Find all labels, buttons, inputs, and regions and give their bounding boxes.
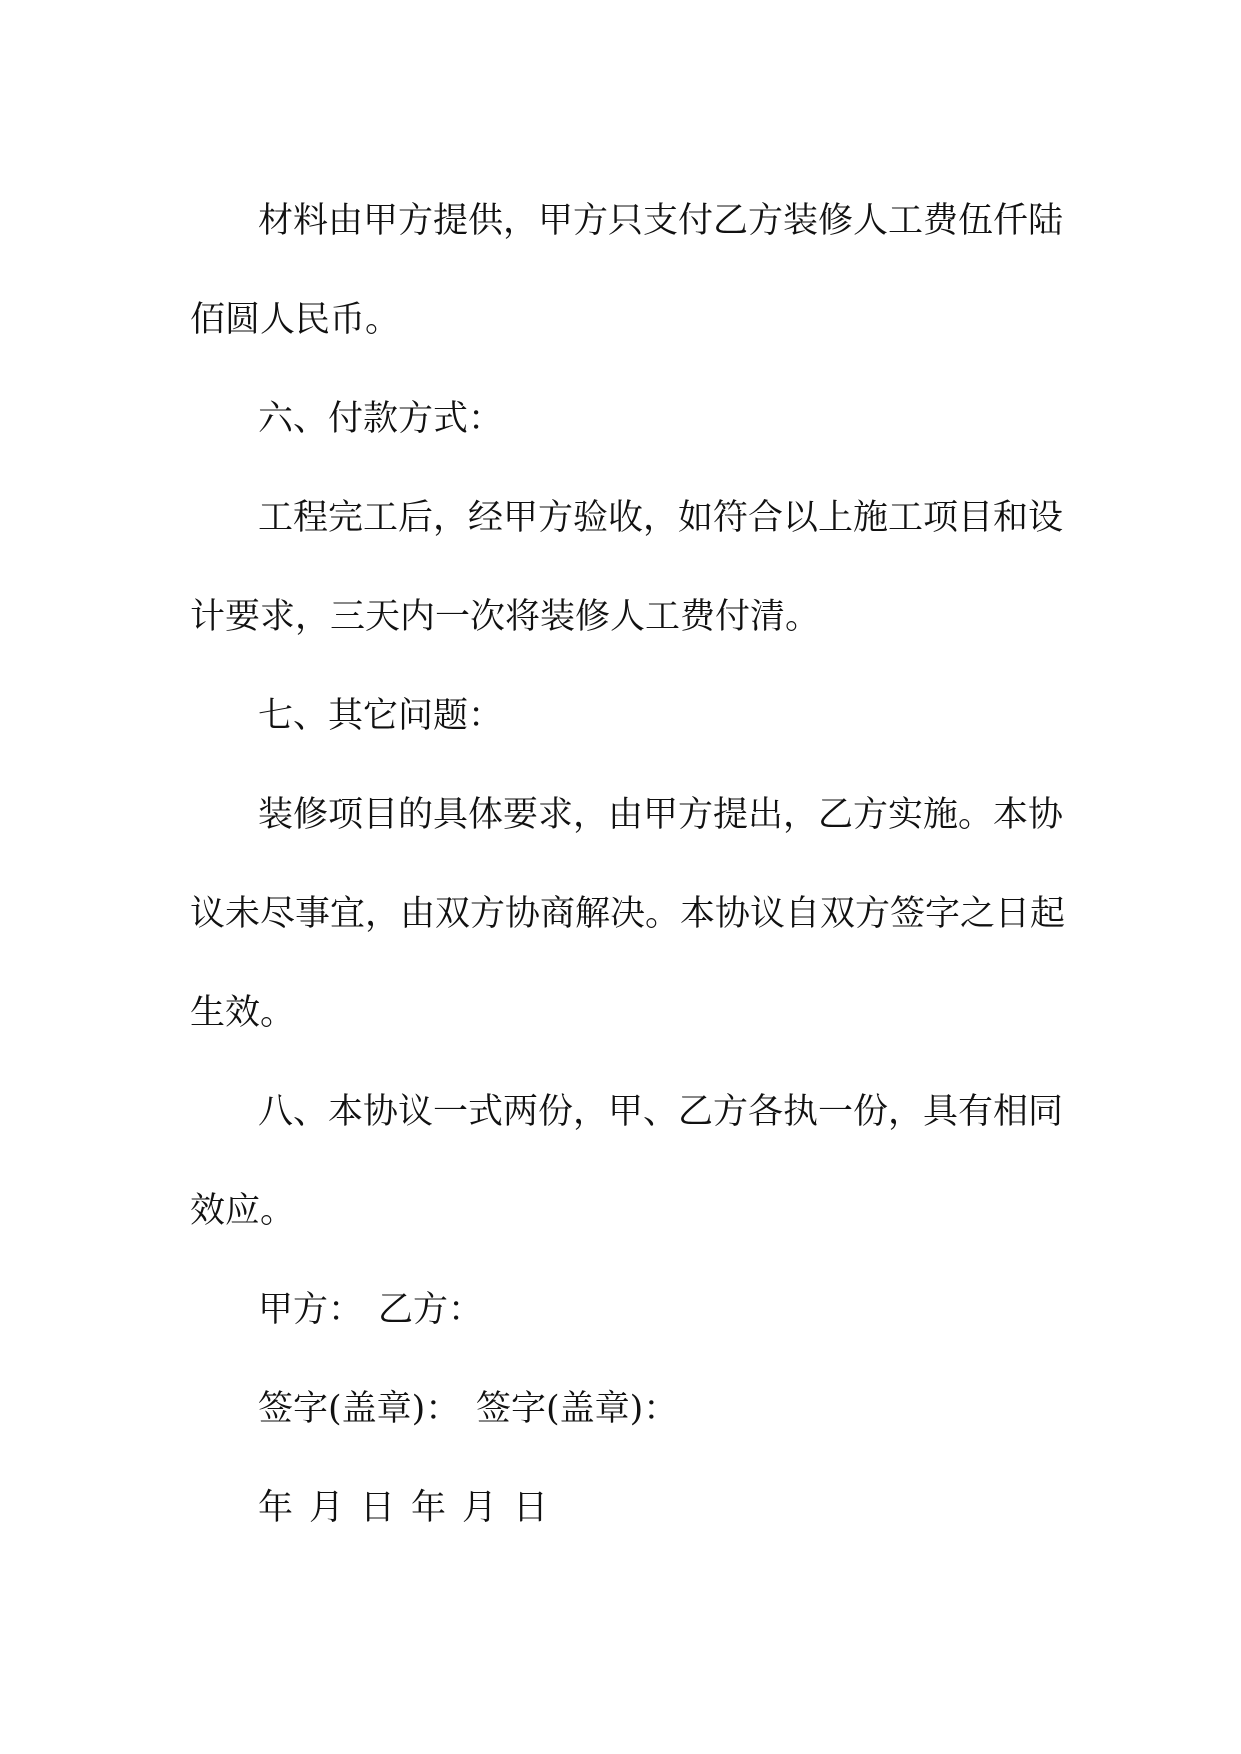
paragraph-line: 效应。 [190, 1191, 296, 1231]
date-day-b: 日 [513, 1488, 549, 1528]
date-year-a: 年 [258, 1488, 294, 1528]
party-a-signature-label: 签字(盖章)： [258, 1389, 461, 1429]
section-heading: 七、其它问题： [258, 696, 504, 736]
party-a-label: 甲方： [258, 1290, 364, 1330]
paragraph-line: 计要求，三天内一次将装修人工费付清。 [190, 597, 821, 637]
party-line [190, 1261, 1030, 1360]
date-line [190, 1459, 1030, 1558]
paragraph-line: 生效。 [190, 993, 296, 1033]
paragraph-line: 八、本协议一式两份，甲、乙方各执一份，具有相同 [258, 1092, 1064, 1132]
signature-line [190, 1360, 1030, 1459]
paragraph-line: 佰圆人民币。 [190, 300, 401, 340]
paragraph-line: 装修项目的具体要求，由甲方提出，乙方实施。本协 [258, 795, 1064, 835]
party-b-label: 乙方： [378, 1290, 484, 1330]
date-month-a: 月 [309, 1488, 345, 1528]
paragraph-line: 议未尽事宜，由双方协商解决。本协议自双方签字之日起 [190, 894, 1066, 934]
paragraph-line: 材料由甲方提供，甲方只支付乙方装修人工费伍仟陆 [258, 201, 1064, 241]
document-body [190, 172, 1066, 1558]
date-day-a: 日 [360, 1488, 396, 1528]
party-b-signature-label: 签字(盖章)： [476, 1389, 679, 1429]
date-year-b: 年 [411, 1488, 447, 1528]
section-heading: 六、付款方式： [258, 399, 504, 439]
date-month-b: 月 [462, 1488, 498, 1528]
paragraph-line: 工程完工后，经甲方验收，如符合以上施工项目和设 [258, 498, 1064, 538]
